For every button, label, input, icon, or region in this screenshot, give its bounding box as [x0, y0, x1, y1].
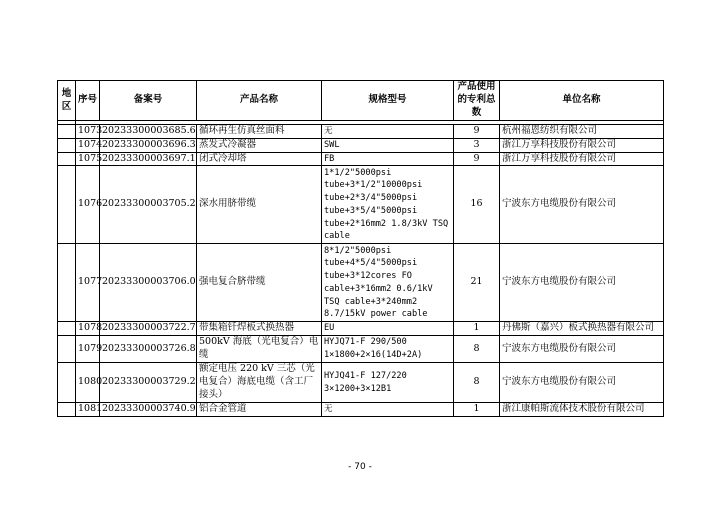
region-cell — [58, 322, 76, 336]
header-product-name: 产品名称 — [197, 81, 322, 121]
unit-name-cell: 丹佛斯（嘉兴）板式换热器有限公司 — [500, 322, 664, 336]
spec-cell: 无 — [322, 403, 454, 417]
product-name-cell: 循环再生仿真丝面料 — [197, 125, 322, 139]
seq-cell: 1078 — [76, 322, 100, 336]
unit-name-cell: 宁波东方电缆股份有限公司 — [500, 336, 664, 363]
unit-name-cell: 浙江万享科技股份有限公司 — [500, 152, 664, 166]
unit-name-cell: 宁波东方电缆股份有限公司 — [500, 363, 664, 403]
table-row — [58, 125, 664, 139]
region-cell — [58, 138, 76, 152]
record-no-cell: 20233300003705.2 — [100, 166, 197, 244]
spec-cell: 无 — [322, 125, 454, 139]
patent-total-cell: 9 — [454, 152, 500, 166]
header-spec: 规格型号 — [322, 81, 454, 121]
record-no-cell: 20233300003696.3 — [100, 138, 197, 152]
record-no-cell: 20233300003726.8 — [100, 336, 197, 363]
table-header-row — [58, 81, 664, 121]
region-cell — [58, 166, 76, 244]
region-cell — [58, 244, 76, 322]
unit-name-cell: 浙江万享科技股份有限公司 — [500, 138, 664, 152]
region-cell — [58, 125, 76, 139]
spec-cell: 1*1/2"5000psi tube+3*1/2"10000psi tube+2*3/4"5000psi tube+3*5/4"5000psi tube+2*16mm2 1.8/3kV TSQ cable — [322, 166, 454, 244]
spec-cell: EU — [322, 322, 454, 336]
seq-cell: 1079 — [76, 336, 100, 363]
table-row — [58, 336, 664, 363]
table-row — [58, 403, 664, 417]
header-record-no: 备案号 — [100, 81, 197, 121]
record-no-cell: 20233300003685.6 — [100, 125, 197, 139]
product-name-cell: 铝合金管道 — [197, 403, 322, 417]
patent-total-cell: 8 — [454, 336, 500, 363]
unit-name-cell: 宁波东方电缆股份有限公司 — [500, 166, 664, 244]
unit-name-cell: 宁波东方电缆股份有限公司 — [500, 244, 664, 322]
patent-total-cell: 1 — [454, 322, 500, 336]
table-row — [58, 363, 664, 403]
record-no-cell: 20233300003697.1 — [100, 152, 197, 166]
patent-total-cell: 3 — [454, 138, 500, 152]
seq-cell: 1080 — [76, 363, 100, 403]
unit-name-cell: 浙江康帕斯流体技术股份有限公司 — [500, 403, 664, 417]
seq-cell: 1073 — [76, 125, 100, 139]
table-body — [58, 125, 664, 417]
record-no-cell: 20233300003740.9 — [100, 403, 197, 417]
product-name-cell: 蒸发式冷凝器 — [197, 138, 322, 152]
header-unit-name: 单位名称 — [500, 81, 664, 121]
patent-total-cell: 8 — [454, 363, 500, 403]
region-cell — [58, 363, 76, 403]
patent-total-cell: 16 — [454, 166, 500, 244]
product-name-cell: 闭式冷却塔 — [197, 152, 322, 166]
record-no-cell: 20233300003729.2 — [100, 363, 197, 403]
unit-name-cell: 杭州福恩纺织有限公司 — [500, 125, 664, 139]
record-no-cell: 20233300003722.7 — [100, 322, 197, 336]
patent-total-cell: 21 — [454, 244, 500, 322]
region-cell — [58, 336, 76, 363]
table-row — [58, 166, 664, 244]
table-row — [58, 138, 664, 152]
product-name-cell: 强电复合脐带缆 — [197, 244, 322, 322]
table-row — [58, 244, 664, 322]
spec-cell: HYJQ71-F 290/500 1×1800+2×16(14D+2A) — [322, 336, 454, 363]
region-cell — [58, 152, 76, 166]
spec-cell: 8*1/2"5000psi tube+4*5/4"5000psi tube+3*12cores FO cable+3*16mm2 0.6/1kV TSQ cable+3*240mm2 8.7/15kV power cable — [322, 244, 454, 322]
product-name-cell: 带集箱钎焊板式换热器 — [197, 322, 322, 336]
product-name-cell: 深水用脐带缆 — [197, 166, 322, 244]
product-name-cell: 额定电压 220 kV 三芯（光电复合）海底电缆（含工厂接头） — [197, 363, 322, 403]
product-name-cell: 500kV 海底（光电复合）电缆 — [197, 336, 322, 363]
page-number: - 70 - — [348, 462, 372, 472]
patent-total-cell: 1 — [454, 403, 500, 417]
spec-cell: FB — [322, 152, 454, 166]
seq-cell: 1081 — [76, 403, 100, 417]
spec-cell: HYJQ41-F 127/220 3×1200+3×12B1 — [322, 363, 454, 403]
seq-cell: 1077 — [76, 244, 100, 322]
seq-cell: 1076 — [76, 166, 100, 244]
seq-cell: 1075 — [76, 152, 100, 166]
seq-cell: 1074 — [76, 138, 100, 152]
region-cell — [58, 403, 76, 417]
record-no-cell: 20233300003706.0 — [100, 244, 197, 322]
patent-total-cell: 9 — [454, 125, 500, 139]
header-region: 地区 — [58, 81, 76, 121]
product-table — [57, 80, 664, 417]
header-seq: 序号 — [76, 81, 100, 121]
spec-cell: SWL — [322, 138, 454, 152]
table-row — [58, 152, 664, 166]
header-patent-total: 产品使用的专利总数 — [454, 81, 500, 121]
table-row — [58, 322, 664, 336]
